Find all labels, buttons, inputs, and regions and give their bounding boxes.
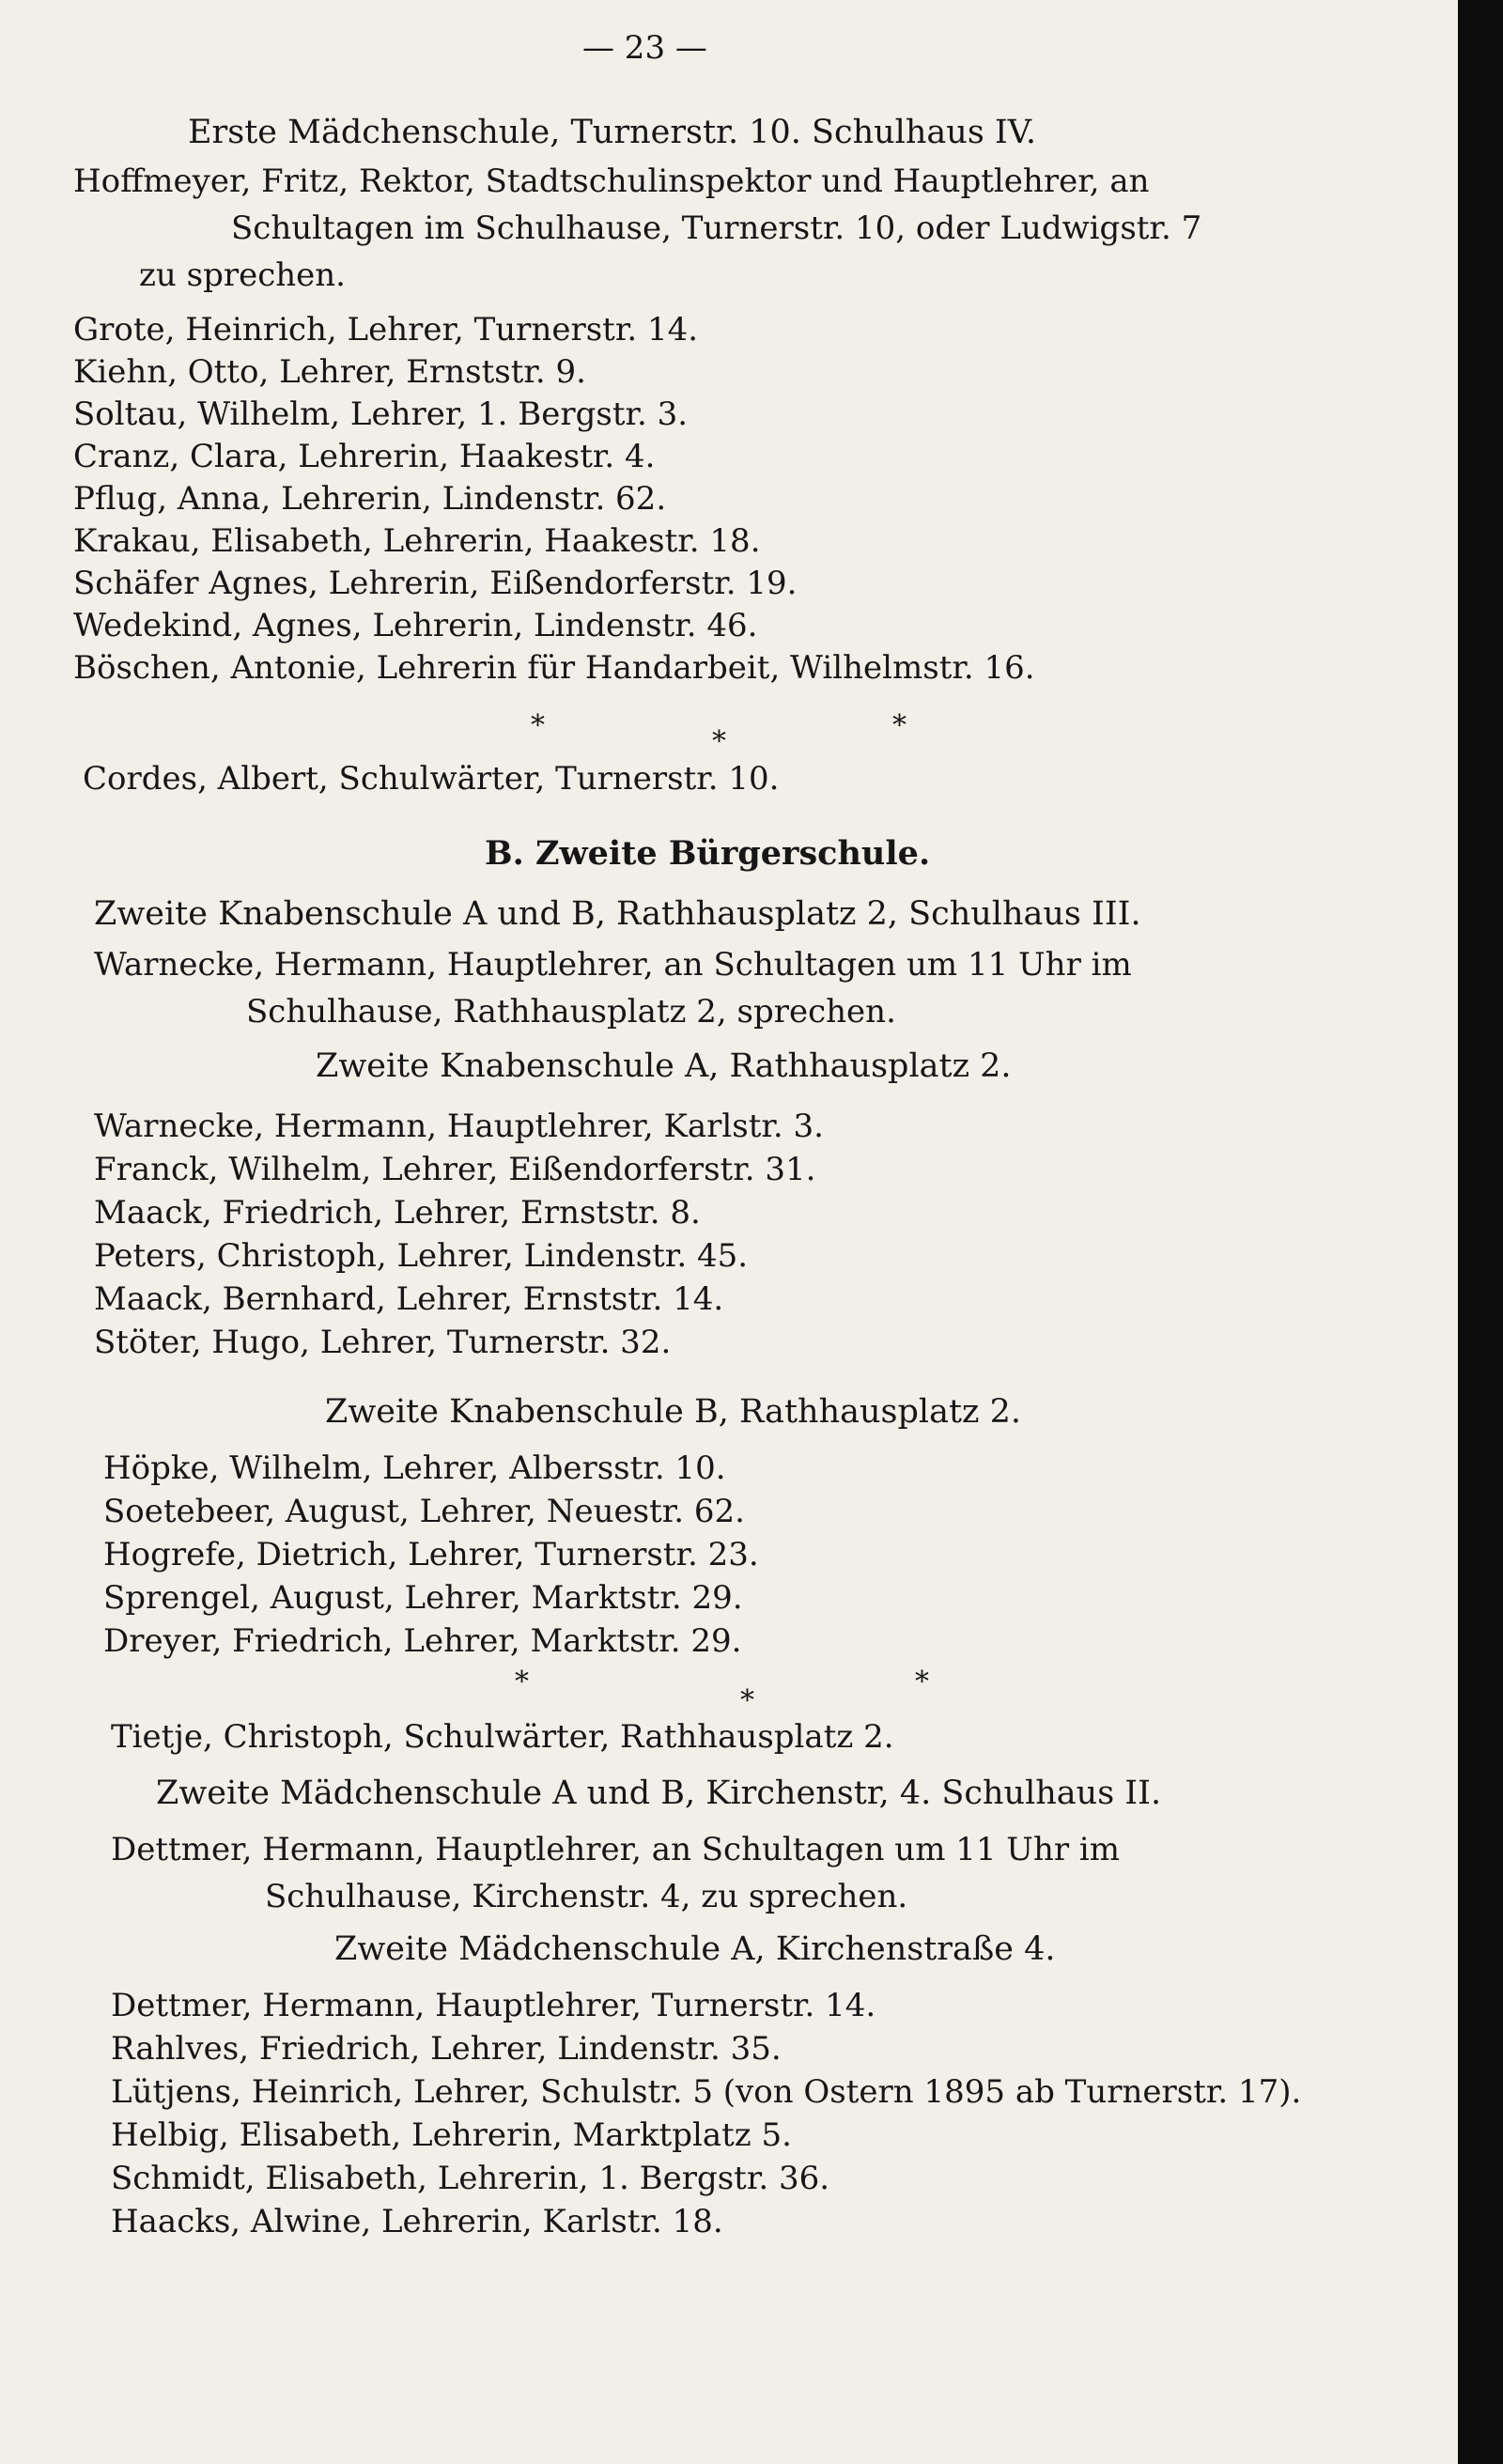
- lead-entry-line-2: Schulhause, Rathhausplatz 2, sprechen.: [246, 993, 896, 1031]
- list-item: Lütjens, Heinrich, Lehrer, Schulstr. 5 (von Ostern 1895 ab Turnerstr. 17).: [111, 2073, 1302, 2111]
- list-item: Warnecke, Hermann, Hauptlehrer, Karlstr. 3.: [94, 1108, 824, 1145]
- caretaker-entry: Cordes, Albert, Schulwärter, Turnerstr. 10.: [83, 760, 780, 798]
- lead-entry-line-3: zu sprechen.: [139, 256, 346, 294]
- list-item: Pflug, Anna, Lehrerin, Lindenstr. 62.: [73, 480, 667, 518]
- scan-dark-edge: [1458, 0, 1503, 2464]
- list-item: Grote, Heinrich, Lehrer, Turnerstr. 14.: [73, 311, 699, 349]
- list-item: Schäfer Agnes, Lehrerin, Eißendorferstr. 19.: [73, 565, 798, 602]
- section-heading-erste-maedchenschule: Erste Mädchenschule, Turnerstr. 10. Schulhaus IV.: [188, 114, 1037, 151]
- separator-star: *: [531, 709, 545, 742]
- part-heading: B. Zweite Bürgerschule.: [485, 834, 931, 873]
- list-item: Böschen, Antonie, Lehrerin für Handarbeit, Wilhelmstr. 16.: [73, 649, 1035, 687]
- subsection-heading-maedchenschule-a: Zweite Mädchenschule A, Kirchenstraße 4.: [334, 1930, 1056, 1968]
- lead-entry-line-1: Warnecke, Hermann, Hauptlehrer, an Schultagen um 11 Uhr im: [94, 946, 1132, 984]
- list-item: Dettmer, Hermann, Hauptlehrer, Turnerstr. 14.: [111, 1987, 876, 2024]
- list-item: Sprengel, August, Lehrer, Marktstr. 29.: [103, 1579, 743, 1617]
- list-item: Rahlves, Friedrich, Lehrer, Lindenstr. 35.: [111, 2030, 782, 2068]
- section-heading-zweite-maedchenschule: Zweite Mädchenschule A und B, Kirchenstr, 4. Schulhaus II.: [156, 1774, 1162, 1812]
- list-item: Schmidt, Elisabeth, Lehrerin, 1. Bergstr. 36.: [111, 2160, 830, 2197]
- subsection-heading-knabenschule-b: Zweite Knabenschule B, Rathhausplatz 2.: [325, 1393, 1021, 1431]
- list-item: Maack, Friedrich, Lehrer, Ernststr. 8.: [94, 1194, 701, 1232]
- section-heading-zweite-knabenschule: Zweite Knabenschule A und B, Rathhausplatz 2, Schulhaus III.: [94, 895, 1141, 933]
- list-item: Stöter, Hugo, Lehrer, Turnerstr. 32.: [94, 1324, 672, 1361]
- list-item: Peters, Christoph, Lehrer, Lindenstr. 45.: [94, 1237, 749, 1275]
- list-item: Cranz, Clara, Lehrerin, Haakestr. 4.: [73, 438, 656, 475]
- list-item: Helbig, Elisabeth, Lehrerin, Marktplatz 5.: [111, 2116, 792, 2154]
- separator-star: *: [740, 1684, 754, 1717]
- list-item: Wedekind, Agnes, Lehrerin, Lindenstr. 46.: [73, 607, 758, 644]
- caretaker-entry: Tietje, Christoph, Schulwärter, Rathhausplatz 2.: [111, 1718, 894, 1756]
- page-number: — 23 —: [582, 29, 707, 67]
- lead-entry-line-2: Schulhause, Kirchenstr. 4, zu sprechen.: [265, 1878, 908, 1915]
- separator-star: *: [515, 1666, 529, 1698]
- list-item: Maack, Bernhard, Lehrer, Ernststr. 14.: [94, 1280, 724, 1318]
- list-item: Franck, Wilhelm, Lehrer, Eißendorferstr. 31.: [94, 1151, 816, 1188]
- separator-star: *: [712, 725, 726, 758]
- lead-entry-line-1: Dettmer, Hermann, Hauptlehrer, an Schultagen um 11 Uhr im: [111, 1831, 1121, 1868]
- lead-entry-line-2: Schultagen im Schulhause, Turnerstr. 10, oder Ludwigstr. 7: [231, 209, 1202, 247]
- subsection-heading-knabenschule-a: Zweite Knabenschule A, Rathhausplatz 2.: [316, 1047, 1012, 1085]
- separator-star: *: [915, 1666, 929, 1698]
- list-item: Soetebeer, August, Lehrer, Neuestr. 62.: [103, 1493, 745, 1530]
- list-item: Krakau, Elisabeth, Lehrerin, Haakestr. 18.: [73, 522, 761, 560]
- list-item: Höpke, Wilhelm, Lehrer, Albersstr. 10.: [103, 1449, 726, 1487]
- separator-star: *: [892, 709, 906, 742]
- list-item: Haacks, Alwine, Lehrerin, Karlstr. 18.: [111, 2203, 723, 2240]
- list-item: Soltau, Wilhelm, Lehrer, 1. Bergstr. 3.: [73, 395, 689, 433]
- lead-entry-line-1: Hoffmeyer, Fritz, Rektor, Stadtschulinspektor und Hauptlehrer, an: [73, 163, 1150, 200]
- list-item: Kiehn, Otto, Lehrer, Ernststr. 9.: [73, 353, 586, 391]
- list-item: Hogrefe, Dietrich, Lehrer, Turnerstr. 23.: [103, 1536, 759, 1573]
- list-item: Dreyer, Friedrich, Lehrer, Marktstr. 29.: [103, 1622, 742, 1660]
